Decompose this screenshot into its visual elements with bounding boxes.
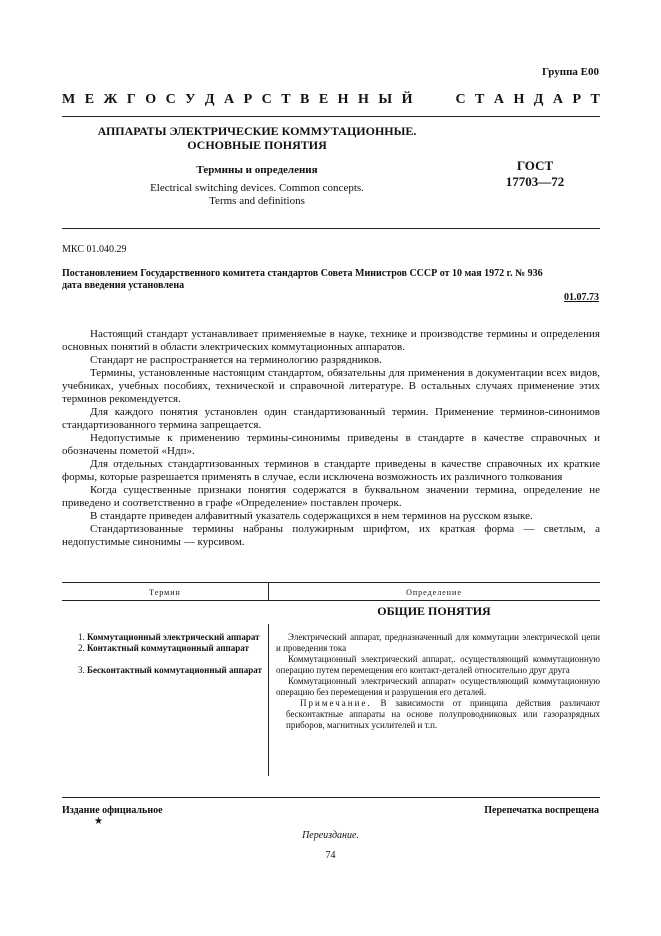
- reprint-prohibited: Перепечатка воспрещена: [484, 805, 599, 816]
- definition-text: Коммутационный электрический аппарат» осуществляющий коммутационную операцию без перемещения и разрушения его деталей.: [276, 676, 600, 697]
- decree-date-label: дата введения установлена: [62, 280, 185, 291]
- group-code: Группа Е00: [541, 66, 599, 78]
- definition-text: Коммутационный электрический аппарат,. осуществляющий коммутационную операцию путем перемещения его контакт-деталей относительно друг друга: [276, 654, 600, 675]
- reissue-note: Переиздание.: [302, 830, 359, 841]
- heading-letter: Ж: [103, 92, 118, 107]
- heading-letter: Н: [337, 92, 349, 107]
- table-header-rule: [62, 600, 600, 601]
- term-name: Коммутационный электрический аппарат: [87, 632, 260, 642]
- header-rule: [62, 116, 600, 117]
- heading-letter: Т: [281, 92, 291, 107]
- heading-letter: С: [455, 92, 466, 107]
- heading-letter: С: [165, 92, 176, 107]
- heading-letter: Е: [318, 92, 329, 107]
- title-rule: [62, 228, 600, 229]
- definitions-column: [276, 632, 600, 731]
- term-entry: [62, 632, 262, 643]
- heading-letter: А: [552, 92, 564, 107]
- heading-letter: Т: [475, 92, 485, 107]
- intro-paragraph: Стандартизованные термины набраны полужирным шрифтом, их краткая форма — светлым, а недопустимые синонимы — курсивом.: [62, 523, 600, 548]
- definition-note: [276, 698, 600, 731]
- heading-letter: Е: [84, 92, 95, 107]
- title-line: АППАРАТЫ ЭЛЕКТРИЧЕСКИЕ КОММУТАЦИОННЫЕ.: [97, 124, 417, 138]
- heading-letter: Д: [533, 92, 544, 107]
- term-entry: [62, 643, 262, 654]
- intro-paragraph: Для отдельных стандартизованных терминов в стандарте приведены в качестве справочных их краткие формы, которые разрешается применять в случае, если исключена возможность их различного толкования: [62, 458, 600, 483]
- heading-letter: Г: [126, 92, 136, 107]
- english-title: [62, 182, 452, 208]
- interstate-standard-heading: [62, 92, 600, 108]
- heading-letter: Р: [243, 92, 253, 107]
- intro-paragraph: Для каждого понятия установлен один стандартизованный термин. Применение терминов-синонимов стандартизованного термина запрещается.: [62, 406, 600, 431]
- terms-column: [62, 632, 262, 676]
- definition-text: Электрический аппарат, предназначенный для коммутации электрической цепи и проведения тока: [276, 632, 600, 653]
- heading-letter: Д: [204, 92, 215, 107]
- heading-letter: У: [185, 92, 196, 107]
- gost-designation: [470, 158, 600, 190]
- footer-rule: [62, 797, 600, 798]
- section-heading: ОБЩИЕ ПОНЯТИЯ: [377, 604, 491, 618]
- document-subtitle: Термины и определения: [196, 164, 318, 176]
- english-title-line: Electrical switching devices. Common concepts.: [150, 182, 364, 194]
- column-header-term: Термин: [149, 588, 181, 597]
- heading-letter: М: [62, 92, 76, 107]
- heading-gap: [422, 92, 446, 108]
- heading-letter: Т: [590, 92, 600, 107]
- heading-letter: С: [261, 92, 272, 107]
- english-title-line: Terms and definitions: [209, 195, 305, 207]
- official-edition: Издание официальное: [62, 805, 163, 816]
- title-line: ОСНОВНЫЕ ПОНЯТИЯ: [187, 138, 327, 152]
- term-entry: [62, 665, 262, 676]
- page-number: 74: [325, 850, 336, 861]
- term-number: 1.: [78, 632, 85, 642]
- heading-letter: Й: [401, 92, 413, 107]
- term-name: Контактный коммутационный аппарат: [87, 643, 249, 653]
- intro-paragraph: Недопустимые к применению термины-синонимы приведены в стандарте в качестве справочных и обозначены пометой «Ндп».: [62, 432, 600, 457]
- term-number: 3.: [78, 665, 85, 675]
- heading-letter: А: [224, 92, 235, 107]
- note-text: В зависимости от принципа действия различают бесконтактные аппараты на основе полупроводниковых или газоразрядных приборов, магнитных усилителей и т.п.: [286, 698, 600, 730]
- heading-letter: Р: [572, 92, 582, 107]
- intro-paragraph: Настоящий стандарт устанавливает применяемые в науке, технике и производстве термины и определения основных понятий в области электрических коммутационных аппаратов.: [62, 328, 600, 353]
- intro-paragraph: Когда существенные признаки понятия содержатся в буквальном значении термина, определение не приведено и соответственно в графе «Определение» поставлен прочерк.: [62, 484, 600, 509]
- mks-code: МКС 01.040.29: [62, 244, 127, 255]
- gost-label: ГОСТ: [516, 158, 554, 173]
- heading-letter: В: [300, 92, 310, 107]
- introduction-date: 01.07.73: [564, 292, 599, 303]
- gost-number: 17703—72: [505, 174, 565, 189]
- introduction-text: [62, 328, 600, 549]
- heading-letter: А: [493, 92, 504, 107]
- decree-text: Постановлением Государственного комитета стандартов Совета Министров СССР от 10 мая 1972 г. № 936: [62, 268, 543, 279]
- heading-letter: Н: [513, 92, 525, 107]
- document-title: [62, 124, 452, 152]
- intro-paragraph: Термины, установленные настоящим стандартом, обязательны для применения в документации всех видов, учебниках, учебных пособиях, технической и справочной литературе. В остальных случаях применение этих терминов рекомендуется.: [62, 367, 600, 405]
- heading-letter: Ы: [378, 92, 393, 107]
- note-label: Примечание.: [300, 698, 372, 708]
- heading-letter: О: [145, 92, 157, 107]
- column-divider: [268, 624, 269, 776]
- column-header-definition: Определение: [406, 588, 462, 597]
- column-divider: [268, 582, 269, 600]
- term-number: 2.: [78, 643, 85, 653]
- decree-block: [62, 268, 600, 292]
- term-name: Бесконтактный коммутационный аппарат: [87, 665, 262, 675]
- heading-letter: Н: [358, 92, 369, 107]
- intro-paragraph: В стандарте приведен алфавитный указатель содержащихся в нем терминов на русском языке.: [90, 510, 533, 522]
- table-top-rule: [62, 582, 600, 583]
- intro-paragraph: Стандарт не распространяется на терминологию разрядников.: [90, 354, 382, 366]
- star-icon: ★: [94, 816, 103, 827]
